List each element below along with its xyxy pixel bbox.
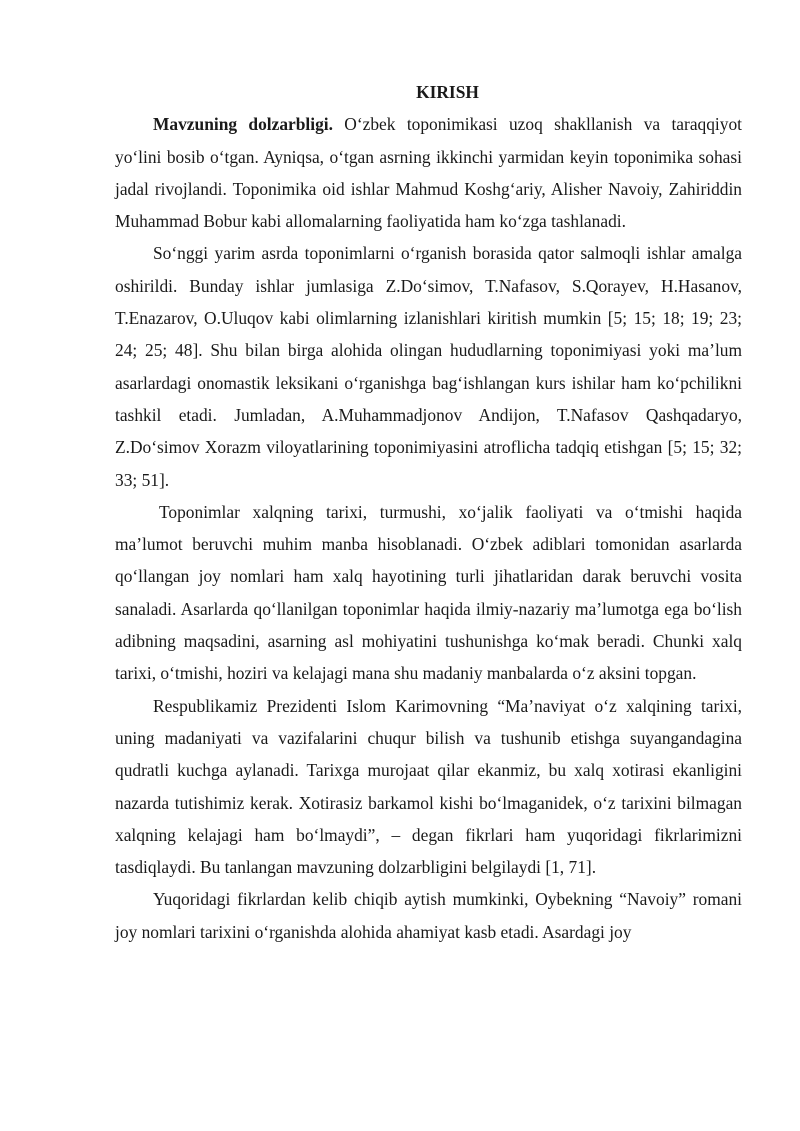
paragraph-president-quote: Respublikamiz Prezidenti Islom Karimovning “Ma’naviyat o‘z xalqining tarixi, uning madaniyati va vazifalarini chuqur bilish va tushunib etishga suyangandagina qudratli kuchga aylanadi. Tarixga murojaat qilar ekanmiz, bu xalq xotirasi ekanligini nazarda tutishimiz kerak. Xotirasiz barkamol kishi bo‘lmaganidek, o‘z tarixini bilmagan xalqning kelajagi ham bo‘lmaydi”, – degan fikrlari ham yuqoridagi fikrlarimizni tasdiqlaydi. Bu tanlangan mavzuning dolzarbligini belgilaydi [1, 71].: [115, 695, 742, 878]
document-body: [115, 76, 742, 948]
paragraph-research-works: So‘nggi yarim asrda toponimlarni o‘rganish borasida qator salmoqli ishlar amalga oshirildi. Bunday ishlar jumlasiga Z.Do‘simov, T.Nafasov, S.Qorayev, H.Hasanov, T.Enazarov, O.Uluqov kabi olimlarning izlanishlari kiritish mumkin [5; 15; 18; 19; 23; 24; 25; 48]. Shu bilan birga alohida olingan hududlarning toponimiyasi yoki ma’lum asarlardagi onomastik leksikani o‘rganishga bag‘ishlangan kurs ishilar ham ko‘pchilikni tashkil etadi. Jumladan, A.Muhammadjonov Andijon, T.Nafasov Qashqadaryo, Z.Do‘simov Xorazm viloyatlarining toponimiyasini atroflicha tadqiq etishgan [5; 15; 32; 33; 51].: [115, 243, 742, 490]
paragraph-text: O‘zbek toponimikasi uzoq shakllanish va taraqqiyot yo‘lini bosib o‘tgan. Ayniqsa, o‘tgan asrning ikkinchi yarmidan keyin toponimika sohasi jadal rivojlandi. Toponimika oid ishlar Mahmud Koshg‘ariy, Alisher Navoiy, Zahiriddin Muhammad Bobur kabi allomalarning faoliyatida ham ko‘zga tashlanadi.: [115, 114, 742, 232]
paragraph-lead-heading: Mavzuning dolzarbligi.: [153, 114, 333, 135]
paragraph-relevance: [115, 108, 742, 237]
document-title: KIRISH: [416, 82, 479, 102]
paragraph-navoiy-novel: Yuqoridagi fikrlardan kelib chiqib aytish mumkinki, Oybekning “Navoiy” romani joy nomlari tarixini o‘rganishda alohida ahamiyat kasb etadi. Asardagi joy: [115, 889, 742, 942]
paragraph-toponyms-source: Toponimlar xalqning tarixi, turmushi, xo‘jalik faoliyati va o‘tmishi haqida ma’lumot beruvchi muhim manba hisoblanadi. O‘zbek adiblari tomonidan asarlarda qo‘llangan joy nomlari ham xalq hayotining turli jihatlaridan darak beruvchi vosita sanaladi. Asarlarda qo‘llanilgan toponimlar haqida ilmiy-nazariy ma’lumotga ega bo‘lish adibning maqsadini, asarning asl mohiyatini tushunishga ko‘mak beradi. Chunki xalq tarixi, o‘tmishi, hoziri va kelajagi mana shu madaniy manbalarda o‘z aksini topgan.: [115, 501, 742, 684]
